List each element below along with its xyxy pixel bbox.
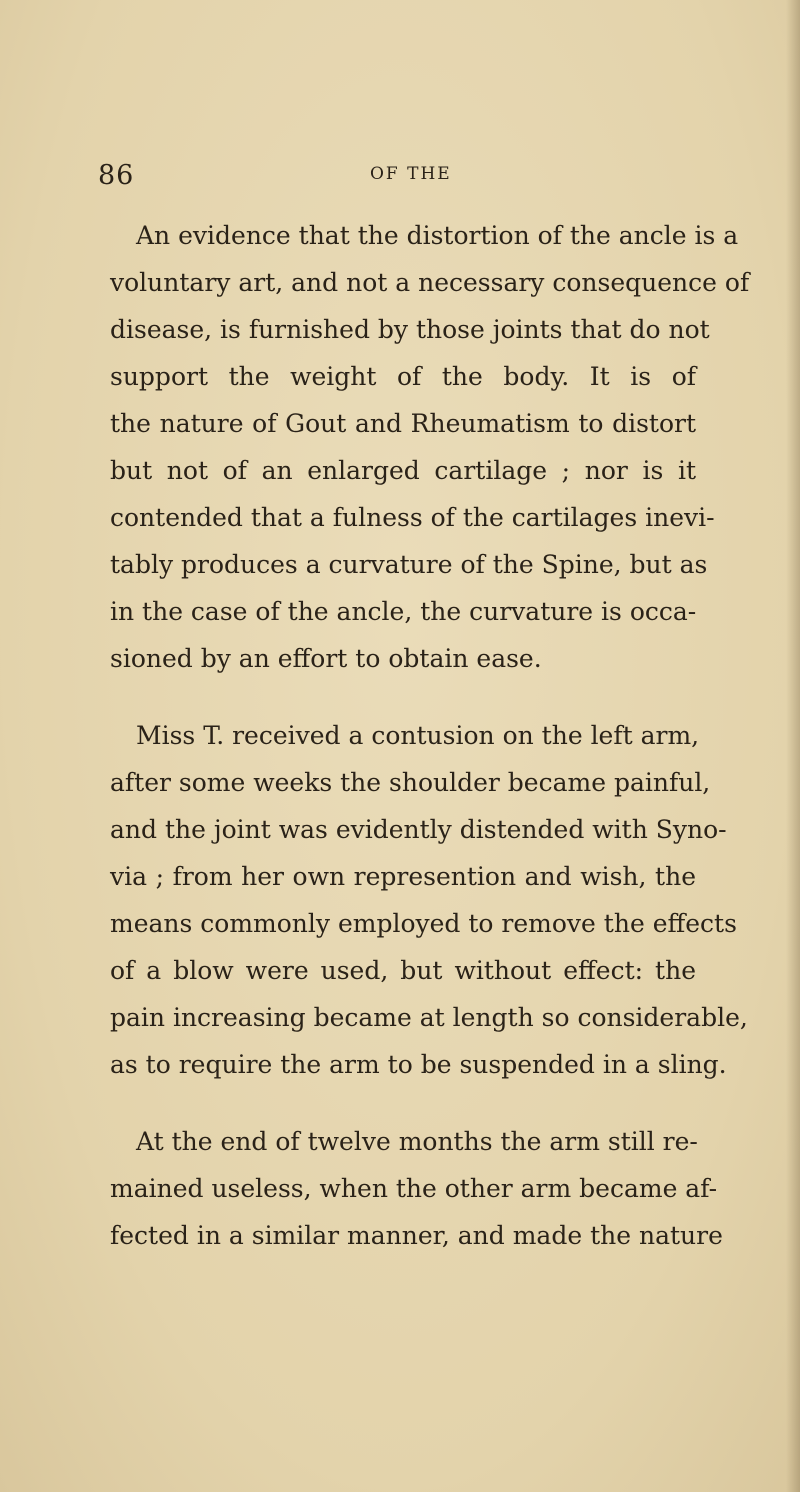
text-line: mained useless, when the other arm became af- — [110, 1174, 718, 1203]
text-line: contended that a fulness of the cartilages inevi- — [110, 503, 715, 532]
text-line: in the case of the ancle, the curvature is occa- — [110, 597, 697, 626]
text-line: An evidence that the distortion of the ancle is a — [136, 221, 739, 250]
text-line: of a blow were used, but without effect: the — [110, 956, 696, 985]
text-line: At the end of twelve months the arm still re- — [136, 1127, 698, 1156]
text-line: sioned by an effort to obtain ease. — [110, 644, 542, 673]
text-line: via ; from her own represention and wish, the — [110, 862, 696, 891]
text-line: tably produces a curvature of the Spine, but as — [110, 550, 708, 579]
text-line: the nature of Gout and Rheumatism to distort — [110, 409, 696, 438]
paragraph-spacer — [110, 682, 696, 712]
text-line: disease, is furnished by those joints that do not — [110, 315, 710, 344]
text-line: Miss T. received a contusion on the left arm, — [136, 721, 700, 750]
text-line: as to require the arm to be suspended in a sling. — [110, 1050, 727, 1079]
body-text — [110, 212, 750, 1259]
page-number: 86 — [98, 160, 135, 191]
page-header — [98, 160, 698, 200]
text-line: but not of an enlarged cartilage ; nor is it — [110, 456, 696, 485]
text-line: means commonly employed to remove the effects — [110, 909, 737, 938]
text-line: voluntary art, and not a necessary consequence of — [110, 268, 750, 297]
paragraph-2 — [110, 712, 748, 1088]
paragraph-1 — [110, 212, 750, 682]
text-line: and the joint was evidently distended with Syno- — [110, 815, 727, 844]
paragraph-spacer — [110, 1088, 696, 1118]
text-line: support the weight of the body. It is of — [110, 362, 696, 391]
text-line: after some weeks the shoulder became painful, — [110, 768, 711, 797]
paragraph-3 — [110, 1118, 723, 1259]
running-head: OF THE — [370, 164, 452, 184]
text-line: fected in a similar manner, and made the nature — [110, 1221, 723, 1250]
text-line: pain increasing became at length so considerable, — [110, 1003, 748, 1032]
page-edge-shadow — [786, 0, 800, 1492]
